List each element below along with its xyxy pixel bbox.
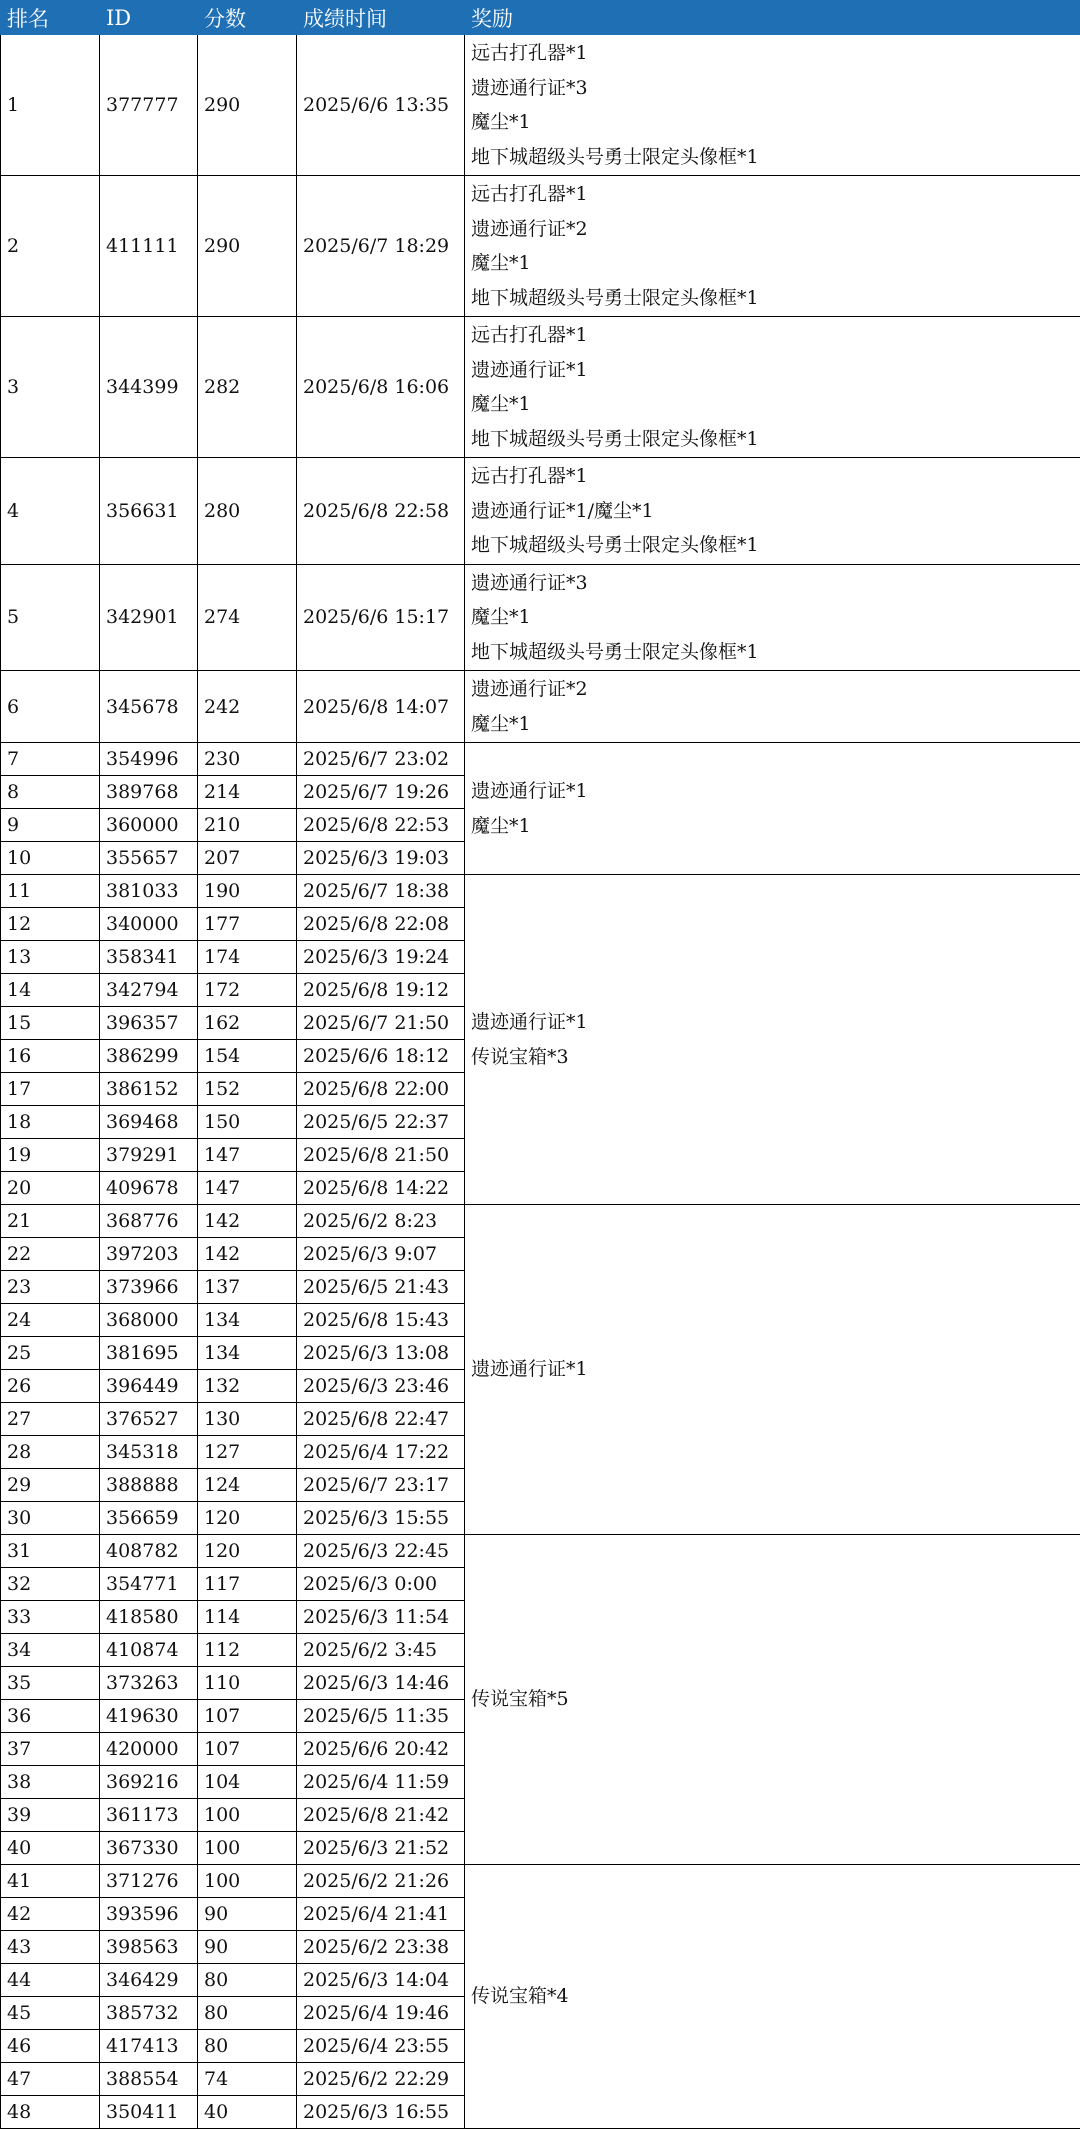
time-cell: 2025/6/3 22:45 xyxy=(297,1535,465,1568)
header-time: 成绩时间 xyxy=(297,1,465,35)
id-cell: 344399 xyxy=(100,317,198,458)
score-cell: 80 xyxy=(198,1964,297,1997)
score-cell: 100 xyxy=(198,1832,297,1865)
time-cell: 2025/6/5 22:37 xyxy=(297,1106,465,1139)
score-cell: 90 xyxy=(198,1931,297,1964)
table-row xyxy=(1,176,1080,317)
rank-cell: 21 xyxy=(1,1205,100,1238)
id-cell: 356631 xyxy=(100,458,198,565)
header-score: 分数 xyxy=(198,1,297,35)
reward-line: 遗迹通行证*1 xyxy=(471,353,1074,388)
header-row xyxy=(1,1,1080,35)
rank-cell: 47 xyxy=(1,2063,100,2096)
rank-cell: 30 xyxy=(1,1502,100,1535)
table-row xyxy=(1,875,1080,908)
score-cell: 100 xyxy=(198,1799,297,1832)
id-cell: 369216 xyxy=(100,1766,198,1799)
id-cell: 345678 xyxy=(100,671,198,743)
time-cell: 2025/6/4 17:22 xyxy=(297,1436,465,1469)
rank-cell: 12 xyxy=(1,908,100,941)
time-cell: 2025/6/8 21:42 xyxy=(297,1799,465,1832)
time-cell: 2025/6/7 18:38 xyxy=(297,875,465,908)
time-cell: 2025/6/8 22:08 xyxy=(297,908,465,941)
score-cell: 230 xyxy=(198,743,297,776)
score-cell: 210 xyxy=(198,809,297,842)
time-cell: 2025/6/8 22:00 xyxy=(297,1073,465,1106)
id-cell: 408782 xyxy=(100,1535,198,1568)
rank-cell: 1 xyxy=(1,35,100,176)
time-cell: 2025/6/8 19:12 xyxy=(297,974,465,1007)
id-cell: 350411 xyxy=(100,2096,198,2129)
time-cell: 2025/6/2 22:29 xyxy=(297,2063,465,2096)
id-cell: 342794 xyxy=(100,974,198,1007)
id-cell: 417413 xyxy=(100,2030,198,2063)
score-cell: 117 xyxy=(198,1568,297,1601)
rank-cell: 6 xyxy=(1,671,100,743)
id-cell: 388554 xyxy=(100,2063,198,2096)
table-row xyxy=(1,35,1080,176)
score-cell: 162 xyxy=(198,1007,297,1040)
time-cell: 2025/6/3 19:03 xyxy=(297,842,465,875)
time-cell: 2025/6/7 18:29 xyxy=(297,176,465,317)
time-cell: 2025/6/2 8:23 xyxy=(297,1205,465,1238)
score-cell: 152 xyxy=(198,1073,297,1106)
score-cell: 280 xyxy=(198,458,297,565)
table-row xyxy=(1,1205,1080,1238)
rank-cell: 26 xyxy=(1,1370,100,1403)
reward-cell xyxy=(465,564,1080,671)
ranking-body xyxy=(1,35,1080,2129)
reward-line: 魔尘*1 xyxy=(471,809,1074,844)
reward-line: 魔尘*1 xyxy=(471,246,1074,281)
id-cell: 361173 xyxy=(100,1799,198,1832)
score-cell: 120 xyxy=(198,1535,297,1568)
id-cell: 411111 xyxy=(100,176,198,317)
score-cell: 137 xyxy=(198,1271,297,1304)
id-cell: 419630 xyxy=(100,1700,198,1733)
rank-cell: 4 xyxy=(1,458,100,565)
reward-cell xyxy=(465,458,1080,565)
reward-line: 遗迹通行证*1 xyxy=(471,774,1074,809)
id-cell: 345318 xyxy=(100,1436,198,1469)
time-cell: 2025/6/4 21:41 xyxy=(297,1898,465,1931)
id-cell: 398563 xyxy=(100,1931,198,1964)
id-cell: 377777 xyxy=(100,35,198,176)
rank-cell: 9 xyxy=(1,809,100,842)
reward-line: 魔尘*1 xyxy=(471,105,1074,140)
id-cell: 409678 xyxy=(100,1172,198,1205)
reward-line: 地下城超级头号勇士限定头像框*1 xyxy=(471,635,1074,670)
time-cell: 2025/6/3 15:55 xyxy=(297,1502,465,1535)
score-cell: 142 xyxy=(198,1238,297,1271)
reward-cell xyxy=(465,875,1080,1205)
id-cell: 385732 xyxy=(100,1997,198,2030)
time-cell: 2025/6/6 13:35 xyxy=(297,35,465,176)
id-cell: 346429 xyxy=(100,1964,198,1997)
score-cell: 90 xyxy=(198,1898,297,1931)
score-cell: 274 xyxy=(198,564,297,671)
score-cell: 147 xyxy=(198,1172,297,1205)
reward-cell xyxy=(465,1205,1080,1535)
time-cell: 2025/6/6 18:12 xyxy=(297,1040,465,1073)
table-row xyxy=(1,743,1080,776)
reward-cell xyxy=(465,317,1080,458)
reward-line: 地下城超级头号勇士限定头像框*1 xyxy=(471,422,1074,457)
score-cell: 174 xyxy=(198,941,297,974)
reward-line: 远古打孔器*1 xyxy=(471,459,1074,494)
id-cell: 397203 xyxy=(100,1238,198,1271)
reward-line: 远古打孔器*1 xyxy=(471,318,1074,353)
time-cell: 2025/6/8 14:22 xyxy=(297,1172,465,1205)
rank-cell: 5 xyxy=(1,564,100,671)
score-cell: 134 xyxy=(198,1337,297,1370)
reward-cell xyxy=(465,743,1080,875)
rank-cell: 2 xyxy=(1,176,100,317)
rank-cell: 34 xyxy=(1,1634,100,1667)
time-cell: 2025/6/5 11:35 xyxy=(297,1700,465,1733)
reward-line: 地下城超级头号勇士限定头像框*1 xyxy=(471,281,1074,316)
score-cell: 190 xyxy=(198,875,297,908)
time-cell: 2025/6/4 11:59 xyxy=(297,1766,465,1799)
score-cell: 100 xyxy=(198,1865,297,1898)
rank-cell: 23 xyxy=(1,1271,100,1304)
score-cell: 290 xyxy=(198,35,297,176)
rank-cell: 7 xyxy=(1,743,100,776)
rank-cell: 15 xyxy=(1,1007,100,1040)
id-cell: 410874 xyxy=(100,1634,198,1667)
reward-cell xyxy=(465,176,1080,317)
score-cell: 282 xyxy=(198,317,297,458)
score-cell: 172 xyxy=(198,974,297,1007)
id-cell: 369468 xyxy=(100,1106,198,1139)
score-cell: 207 xyxy=(198,842,297,875)
score-cell: 74 xyxy=(198,2063,297,2096)
rank-cell: 48 xyxy=(1,2096,100,2129)
reward-line: 传说宝箱*4 xyxy=(471,1979,1074,2014)
rank-cell: 13 xyxy=(1,941,100,974)
id-cell: 386152 xyxy=(100,1073,198,1106)
table-row xyxy=(1,564,1080,671)
rank-cell: 39 xyxy=(1,1799,100,1832)
time-cell: 2025/6/8 16:06 xyxy=(297,317,465,458)
rank-cell: 43 xyxy=(1,1931,100,1964)
time-cell: 2025/6/8 21:50 xyxy=(297,1139,465,1172)
id-cell: 354996 xyxy=(100,743,198,776)
reward-line: 传说宝箱*3 xyxy=(471,1040,1074,1075)
rank-cell: 37 xyxy=(1,1733,100,1766)
id-cell: 368000 xyxy=(100,1304,198,1337)
table-row xyxy=(1,317,1080,458)
score-cell: 150 xyxy=(198,1106,297,1139)
table-row xyxy=(1,1865,1080,1898)
id-cell: 389768 xyxy=(100,776,198,809)
time-cell: 2025/6/3 23:46 xyxy=(297,1370,465,1403)
score-cell: 242 xyxy=(198,671,297,743)
rank-cell: 46 xyxy=(1,2030,100,2063)
time-cell: 2025/6/7 23:02 xyxy=(297,743,465,776)
time-cell: 2025/6/3 14:04 xyxy=(297,1964,465,1997)
reward-line: 遗迹通行证*2 xyxy=(471,212,1074,247)
reward-line: 魔尘*1 xyxy=(471,600,1074,635)
score-cell: 107 xyxy=(198,1700,297,1733)
score-cell: 134 xyxy=(198,1304,297,1337)
rank-cell: 24 xyxy=(1,1304,100,1337)
time-cell: 2025/6/7 21:50 xyxy=(297,1007,465,1040)
id-cell: 386299 xyxy=(100,1040,198,1073)
id-cell: 379291 xyxy=(100,1139,198,1172)
reward-line: 传说宝箱*5 xyxy=(471,1682,1074,1717)
time-cell: 2025/6/8 14:07 xyxy=(297,671,465,743)
rank-cell: 31 xyxy=(1,1535,100,1568)
time-cell: 2025/6/2 23:38 xyxy=(297,1931,465,1964)
score-cell: 142 xyxy=(198,1205,297,1238)
score-cell: 80 xyxy=(198,1997,297,2030)
rank-cell: 3 xyxy=(1,317,100,458)
rank-cell: 33 xyxy=(1,1601,100,1634)
reward-cell xyxy=(465,1865,1080,2129)
score-cell: 132 xyxy=(198,1370,297,1403)
time-cell: 2025/6/4 23:55 xyxy=(297,2030,465,2063)
rank-cell: 18 xyxy=(1,1106,100,1139)
time-cell: 2025/6/8 22:53 xyxy=(297,809,465,842)
time-cell: 2025/6/8 22:58 xyxy=(297,458,465,565)
score-cell: 147 xyxy=(198,1139,297,1172)
rank-cell: 11 xyxy=(1,875,100,908)
header-id: ID xyxy=(100,1,198,35)
reward-line: 地下城超级头号勇士限定头像框*1 xyxy=(471,140,1074,175)
score-cell: 104 xyxy=(198,1766,297,1799)
rank-cell: 25 xyxy=(1,1337,100,1370)
time-cell: 2025/6/3 16:55 xyxy=(297,2096,465,2129)
score-cell: 290 xyxy=(198,176,297,317)
reward-line: 遗迹通行证*2 xyxy=(471,672,1074,707)
reward-line: 远古打孔器*1 xyxy=(471,177,1074,212)
id-cell: 376527 xyxy=(100,1403,198,1436)
rank-cell: 29 xyxy=(1,1469,100,1502)
id-cell: 393596 xyxy=(100,1898,198,1931)
header-rank: 排名 xyxy=(1,1,100,35)
id-cell: 368776 xyxy=(100,1205,198,1238)
reward-line: 遗迹通行证*1 xyxy=(471,1005,1074,1040)
id-cell: 342901 xyxy=(100,564,198,671)
id-cell: 396449 xyxy=(100,1370,198,1403)
reward-cell xyxy=(465,671,1080,743)
score-cell: 124 xyxy=(198,1469,297,1502)
table-row xyxy=(1,1535,1080,1568)
rank-cell: 8 xyxy=(1,776,100,809)
rank-cell: 16 xyxy=(1,1040,100,1073)
rank-cell: 22 xyxy=(1,1238,100,1271)
rank-cell: 45 xyxy=(1,1997,100,2030)
time-cell: 2025/6/6 20:42 xyxy=(297,1733,465,1766)
time-cell: 2025/6/3 13:08 xyxy=(297,1337,465,1370)
rank-cell: 14 xyxy=(1,974,100,1007)
score-cell: 177 xyxy=(198,908,297,941)
reward-line: 遗迹通行证*3 xyxy=(471,566,1074,601)
rank-cell: 38 xyxy=(1,1766,100,1799)
time-cell: 2025/6/3 19:24 xyxy=(297,941,465,974)
score-cell: 80 xyxy=(198,2030,297,2063)
id-cell: 381695 xyxy=(100,1337,198,1370)
score-cell: 107 xyxy=(198,1733,297,1766)
id-cell: 355657 xyxy=(100,842,198,875)
id-cell: 418580 xyxy=(100,1601,198,1634)
rank-cell: 17 xyxy=(1,1073,100,1106)
rank-cell: 32 xyxy=(1,1568,100,1601)
reward-line: 远古打孔器*1 xyxy=(471,36,1074,71)
id-cell: 388888 xyxy=(100,1469,198,1502)
time-cell: 2025/6/7 23:17 xyxy=(297,1469,465,1502)
reward-line: 遗迹通行证*3 xyxy=(471,71,1074,106)
time-cell: 2025/6/3 9:07 xyxy=(297,1238,465,1271)
table-row xyxy=(1,458,1080,565)
id-cell: 381033 xyxy=(100,875,198,908)
time-cell: 2025/6/3 21:52 xyxy=(297,1832,465,1865)
id-cell: 356659 xyxy=(100,1502,198,1535)
id-cell: 373263 xyxy=(100,1667,198,1700)
rank-cell: 36 xyxy=(1,1700,100,1733)
time-cell: 2025/6/5 21:43 xyxy=(297,1271,465,1304)
time-cell: 2025/6/3 14:46 xyxy=(297,1667,465,1700)
id-cell: 371276 xyxy=(100,1865,198,1898)
rank-cell: 28 xyxy=(1,1436,100,1469)
score-cell: 110 xyxy=(198,1667,297,1700)
reward-line: 遗迹通行证*1/魔尘*1 xyxy=(471,494,1074,529)
rank-cell: 35 xyxy=(1,1667,100,1700)
id-cell: 373966 xyxy=(100,1271,198,1304)
score-cell: 130 xyxy=(198,1403,297,1436)
rank-cell: 40 xyxy=(1,1832,100,1865)
time-cell: 2025/6/6 15:17 xyxy=(297,564,465,671)
score-cell: 114 xyxy=(198,1601,297,1634)
score-cell: 112 xyxy=(198,1634,297,1667)
rank-cell: 41 xyxy=(1,1865,100,1898)
time-cell: 2025/6/3 0:00 xyxy=(297,1568,465,1601)
rank-cell: 27 xyxy=(1,1403,100,1436)
time-cell: 2025/6/3 11:54 xyxy=(297,1601,465,1634)
rank-cell: 20 xyxy=(1,1172,100,1205)
time-cell: 2025/6/7 19:26 xyxy=(297,776,465,809)
reward-line: 地下城超级头号勇士限定头像框*1 xyxy=(471,528,1074,563)
time-cell: 2025/6/2 21:26 xyxy=(297,1865,465,1898)
time-cell: 2025/6/4 19:46 xyxy=(297,1997,465,2030)
id-cell: 396357 xyxy=(100,1007,198,1040)
score-cell: 154 xyxy=(198,1040,297,1073)
time-cell: 2025/6/8 15:43 xyxy=(297,1304,465,1337)
id-cell: 420000 xyxy=(100,1733,198,1766)
header-reward: 奖励 xyxy=(465,1,1080,35)
rank-cell: 42 xyxy=(1,1898,100,1931)
rank-cell: 44 xyxy=(1,1964,100,1997)
score-cell: 40 xyxy=(198,2096,297,2129)
time-cell: 2025/6/2 3:45 xyxy=(297,1634,465,1667)
id-cell: 340000 xyxy=(100,908,198,941)
reward-cell xyxy=(465,1535,1080,1865)
reward-line: 魔尘*1 xyxy=(471,387,1074,422)
id-cell: 358341 xyxy=(100,941,198,974)
reward-line: 魔尘*1 xyxy=(471,707,1074,742)
reward-cell xyxy=(465,35,1080,176)
id-cell: 360000 xyxy=(100,809,198,842)
rank-cell: 10 xyxy=(1,842,100,875)
score-cell: 120 xyxy=(198,1502,297,1535)
score-cell: 127 xyxy=(198,1436,297,1469)
score-cell: 214 xyxy=(198,776,297,809)
time-cell: 2025/6/8 22:47 xyxy=(297,1403,465,1436)
table-row xyxy=(1,671,1080,743)
id-cell: 367330 xyxy=(100,1832,198,1865)
rank-cell: 19 xyxy=(1,1139,100,1172)
reward-line: 遗迹通行证*1 xyxy=(471,1352,1074,1387)
id-cell: 354771 xyxy=(100,1568,198,1601)
